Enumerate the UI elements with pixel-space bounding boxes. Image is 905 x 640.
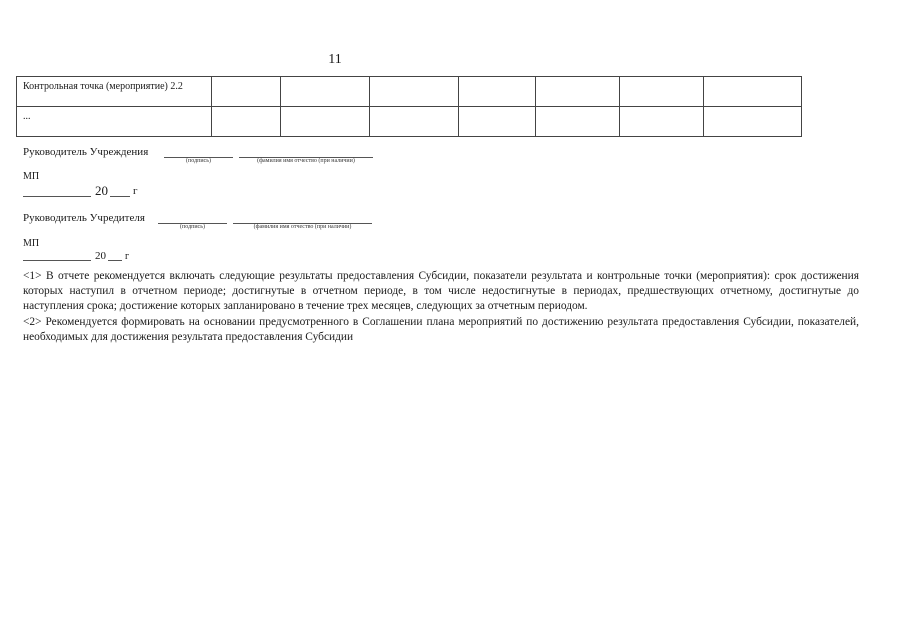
founder-signature-caption: (подпись) bbox=[180, 224, 205, 230]
table-cell bbox=[536, 77, 620, 107]
table-cell bbox=[459, 107, 536, 137]
head-signature-label: Руководитель Учреждения bbox=[23, 146, 149, 158]
stamp-mark-2: МП bbox=[23, 238, 40, 249]
page-number: 11 bbox=[328, 52, 342, 67]
footnotes bbox=[23, 269, 859, 345]
table-cell bbox=[536, 107, 620, 137]
table-cell bbox=[704, 77, 802, 107]
date-year-suffix-1: г bbox=[133, 185, 138, 197]
date-line-2 bbox=[23, 260, 91, 261]
table-cell bbox=[370, 107, 459, 137]
table-cell bbox=[281, 107, 370, 137]
table-cell bbox=[620, 107, 704, 137]
date-year-line-1 bbox=[110, 196, 130, 197]
date-year-suffix-2: г bbox=[125, 251, 130, 262]
table-cell bbox=[370, 77, 459, 107]
report-table bbox=[16, 76, 802, 137]
footnote-2: <2> Рекомендуется формировать на основании предусмотренного в Соглашении плана мероприятий по достижению результата предоставления Субсидии, показателей, необходимых для достижения результата предоставления Субсидии bbox=[23, 315, 859, 343]
table-cell bbox=[212, 107, 281, 137]
table-cell bbox=[459, 77, 536, 107]
table-cell bbox=[704, 107, 802, 137]
date-year-prefix-2: 20 bbox=[95, 250, 106, 262]
table-cell: ... bbox=[17, 107, 212, 137]
date-year-line-2 bbox=[108, 260, 122, 261]
table-cell bbox=[281, 77, 370, 107]
head-signature-caption: (подпись) bbox=[186, 158, 211, 164]
table-row bbox=[17, 77, 802, 107]
footnote-1: <1> В отчете рекомендуется включать следующие результаты предоставления Субсидии, показатели результата и контрольные точки (мероприятия): срок достижения которых наступил в отчетном периоде; достигнутые в отчетном периоде, в том числе недостигнутые в периодах, предшествующих отчетному, достигнутые до наступления срока; достижение которых запланировано в течение трех месяцев, следующих за отчетным периодом. bbox=[23, 270, 859, 313]
head-name-caption: (фамилия имя отчество (при наличии) bbox=[257, 158, 355, 164]
founder-signature-label: Руководитель Учредителя bbox=[23, 212, 145, 224]
table-cell bbox=[620, 77, 704, 107]
date-line-1 bbox=[23, 196, 91, 197]
table-cell bbox=[212, 77, 281, 107]
stamp-mark-1: МП bbox=[23, 171, 40, 182]
founder-name-caption: (фамилия имя отчество (при наличии) bbox=[253, 224, 352, 230]
table-cell: Контрольная точка (мероприятие) 2.2 bbox=[17, 77, 212, 107]
date-year-prefix-1: 20 bbox=[95, 183, 108, 198]
table-row bbox=[17, 107, 802, 137]
